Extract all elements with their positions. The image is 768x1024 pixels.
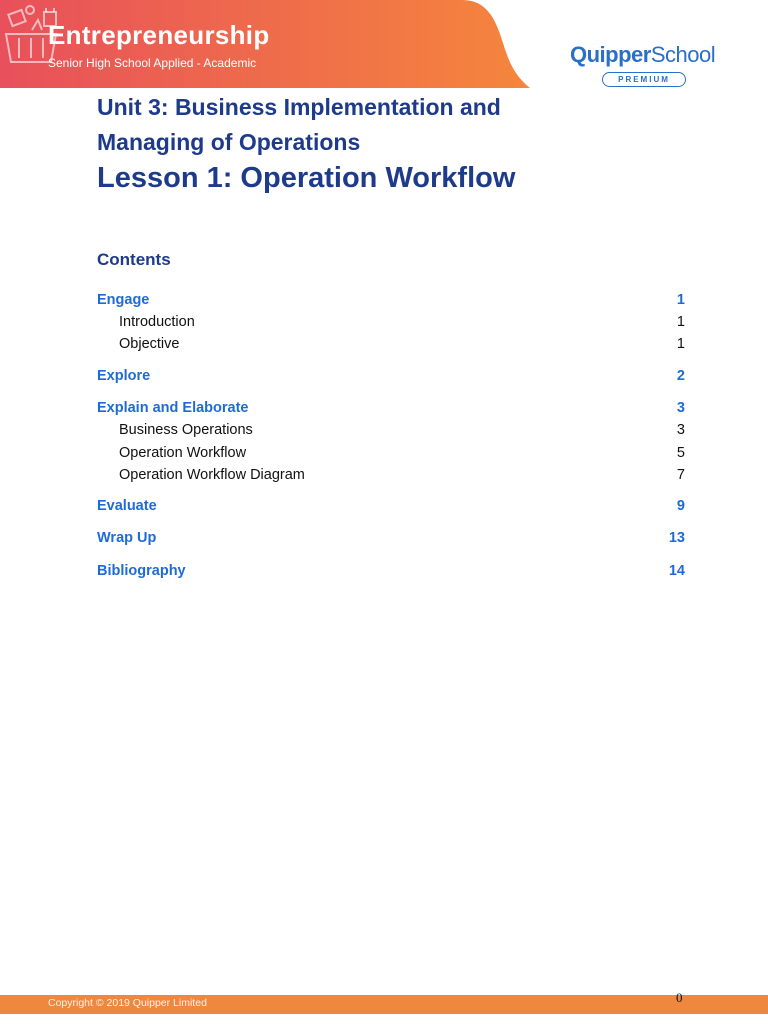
toc-entry-label: Explain and Elaborate (97, 400, 249, 416)
header-banner (0, 0, 530, 88)
toc-entry-label: Engage (97, 292, 150, 308)
toc-entry-label: Operation Workflow Diagram (119, 467, 305, 483)
shopping-basket-icon (0, 0, 62, 66)
toc-entry-explore[interactable] (97, 366, 685, 386)
toc-entry-label: Introduction (119, 314, 195, 330)
toc-entry-page: 3 (676, 400, 685, 416)
toc-entry-page: 1 (676, 292, 685, 308)
contents-heading: Contents (97, 250, 171, 269)
toc-entry-label: Bibliography (97, 563, 186, 579)
toc-entry-page: 5 (676, 445, 685, 461)
toc-entry-engage[interactable] (97, 290, 685, 310)
toc-entry-page: 13 (668, 530, 685, 546)
quipper-school-logo (570, 42, 722, 87)
header-subtitle: Senior High School Applied - Academic (48, 56, 257, 70)
premium-badge: PREMIUM (602, 72, 686, 87)
toc-entry-introduction[interactable] (97, 312, 685, 332)
toc-entry-operation-workflow[interactable] (97, 443, 685, 463)
toc-entry-business-operations[interactable] (97, 420, 685, 440)
toc-entry-label: Operation Workflow (119, 445, 247, 461)
toc-entry-page: 14 (668, 563, 685, 579)
toc-entry-label: Business Operations (119, 422, 253, 438)
copyright-text: Copyright © 2019 Quipper Limited (48, 997, 207, 1009)
logo-school: School (650, 42, 716, 67)
toc-entry-objective[interactable] (97, 334, 685, 354)
footer-bar (0, 995, 768, 1014)
toc-entry-page: 3 (676, 422, 685, 438)
toc-entry-label: Explore (97, 368, 151, 384)
unit-title: Unit 3: Business Implementation and Managing of Operations (97, 94, 501, 155)
page-number: 0 (676, 990, 683, 1005)
toc-entry-page: 2 (676, 368, 685, 384)
toc-entry-page: 1 (676, 314, 685, 330)
toc-entry-operation-workflow-diagram[interactable] (97, 465, 685, 485)
toc-entry-explain-and-elaborate[interactable] (97, 398, 685, 418)
lesson-title: Lesson 1: Operation Workflow (97, 162, 516, 194)
toc-entry-page: 1 (676, 336, 685, 352)
toc-entry-label: Wrap Up (97, 530, 157, 546)
toc-entry-page: 7 (676, 467, 685, 483)
toc-entry-bibliography[interactable] (97, 561, 685, 581)
toc-entry-label: Objective (119, 336, 180, 352)
toc-entry-page: 9 (676, 498, 685, 514)
logo-quipper: Quipper (570, 42, 651, 67)
toc-entry-evaluate[interactable] (97, 496, 685, 516)
header-title: Entrepreneurship (48, 20, 270, 50)
toc-entry-wrap-up[interactable] (97, 528, 685, 548)
toc-entry-label: Evaluate (97, 498, 157, 514)
